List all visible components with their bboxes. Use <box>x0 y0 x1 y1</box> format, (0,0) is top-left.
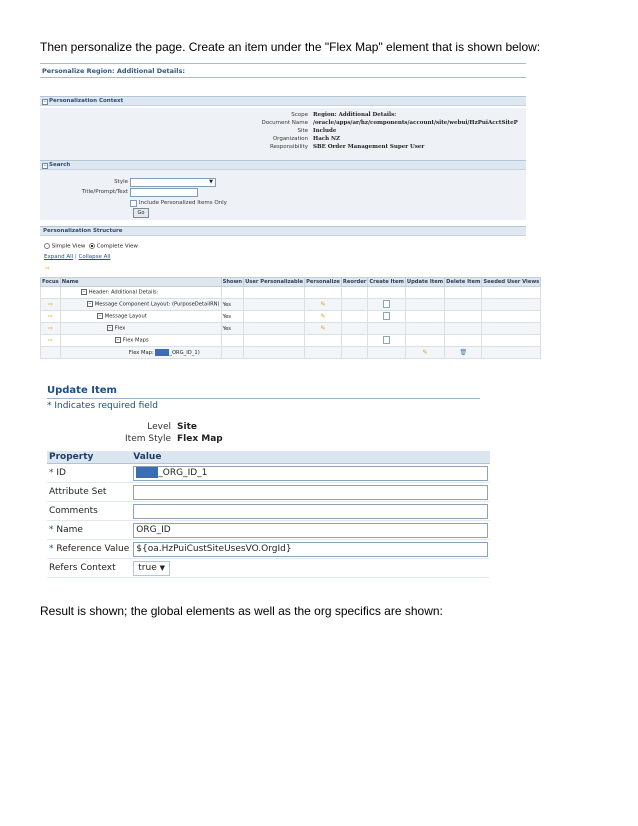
collapse-icon[interactable]: − <box>116 337 120 343</box>
collapse-icon[interactable]: − <box>82 289 86 295</box>
table-header-row <box>47 451 490 464</box>
expand-collapse-links: Expand All | Collapse All <box>44 254 111 260</box>
create-item-icon[interactable] <box>383 312 390 320</box>
attribute-set-label: Attribute Set <box>47 483 131 502</box>
view-options <box>44 243 138 250</box>
table-row: * Reference Value ${oa.HzPuiCustSiteUsesVO.OrgId} <box>47 540 490 559</box>
row-shown: Yes <box>221 299 243 311</box>
title-divider <box>40 77 526 78</box>
title-divider <box>47 398 480 399</box>
expand-all-link[interactable]: Expand All <box>44 254 74 260</box>
context-section-header[interactable] <box>40 96 526 106</box>
style-select[interactable] <box>130 178 216 187</box>
redacted-block <box>155 349 169 356</box>
table-row <box>47 483 490 502</box>
comments-field[interactable] <box>133 504 488 519</box>
search-header-label: Search <box>49 162 71 168</box>
create-item-icon[interactable] <box>383 336 390 344</box>
context-row: Document Name /oracle/apps/ar/hz/components/account/site/webui/HzPuiAcctSiteP <box>261 120 518 126</box>
context-header-label: Personalization Context <box>49 98 124 104</box>
required-note: * Indicates required field <box>47 401 159 411</box>
search-panel <box>40 170 526 220</box>
focus-arrow-icon[interactable]: ⇨ <box>45 265 51 272</box>
id-label: ID <box>56 468 66 478</box>
table-row <box>41 335 541 347</box>
row-name: Message Layout <box>104 313 147 320</box>
col-reorder: Reorder <box>342 279 367 285</box>
personalize-region-screenshot <box>40 63 540 363</box>
update-item-screenshot <box>39 381 486 577</box>
refers-context-label: Refers Context <box>47 559 131 578</box>
top-divider <box>40 63 526 64</box>
comments-label: Comments <box>47 502 131 521</box>
table-row <box>41 299 541 311</box>
context-row: Scope Region: Additional Details: <box>291 112 397 118</box>
include-personalized-checkbox[interactable] <box>130 200 137 207</box>
title-prompt-input[interactable] <box>130 188 198 197</box>
table-row <box>41 287 541 299</box>
context-row: Organization Hach NZ <box>272 136 341 142</box>
personalize-pencil-icon[interactable]: ✎ <box>320 313 326 320</box>
update-pencil-icon[interactable]: ✎ <box>422 349 428 356</box>
col-property: Property <box>47 451 131 464</box>
focus-arrow-icon[interactable]: ⇨ <box>47 337 53 344</box>
dropdown-arrow-icon: ▼ <box>209 179 213 185</box>
name-label: Name <box>56 525 83 535</box>
level-label: Level <box>147 422 171 432</box>
row-name: Header: Additional Details: <box>88 289 159 296</box>
collapse-icon[interactable]: − <box>43 163 47 168</box>
table-header-row <box>41 278 541 287</box>
redacted-block <box>136 467 158 478</box>
col-focus: Focus <box>42 279 59 285</box>
col-update-item: Update Item <box>406 279 444 285</box>
personalize-pencil-icon[interactable]: ✎ <box>320 301 326 308</box>
focus-arrow-icon[interactable]: ⇨ <box>47 301 53 308</box>
structure-header-label: Personalization Structure <box>43 228 123 234</box>
simple-view-radio[interactable] <box>44 243 50 249</box>
row-shown: Yes <box>221 311 243 323</box>
table-row <box>47 559 490 578</box>
dropdown-arrow-icon: ▼ <box>159 563 166 572</box>
row-name: Flex <box>114 325 126 332</box>
row-name: Flex Map: <box>128 350 154 356</box>
col-create-item: Create Item <box>369 279 404 285</box>
col-delete-item: Delete Item <box>446 279 481 285</box>
search-section-header[interactable] <box>40 160 526 170</box>
row-name-suffix: _ORG_ID_1) <box>169 350 200 356</box>
refers-context-select[interactable]: true ▼ <box>133 561 170 576</box>
collapse-all-link[interactable]: Collapse All <box>78 254 111 260</box>
simple-view-label: Simple View <box>51 243 86 250</box>
row-shown: Yes <box>221 323 243 335</box>
reference-value-label: Reference Value <box>56 544 130 554</box>
update-item-title: Update Item <box>47 385 117 396</box>
id-field[interactable]: _ORG_ID_1 <box>133 466 488 481</box>
context-row: Site Include <box>297 128 337 134</box>
go-button[interactable]: Go <box>133 208 149 218</box>
style-label: Style <box>114 179 128 185</box>
focus-arrow-icon[interactable]: ⇨ <box>47 313 53 320</box>
intro-text: Then personalize the page. Create an item under the "Flex Map" element that is shown below: <box>40 40 541 54</box>
table-row: * ID _ORG_ID_1 <box>47 464 490 483</box>
table-row <box>41 311 541 323</box>
collapse-icon[interactable]: − <box>43 99 47 104</box>
complete-view-label: Complete View <box>96 243 138 250</box>
col-name: Name <box>60 278 221 287</box>
personalize-pencil-icon[interactable]: ✎ <box>320 325 326 332</box>
col-user-personalizable: User Personalizable <box>245 279 304 285</box>
name-field[interactable]: ORG_ID <box>133 523 488 538</box>
col-value: Value <box>131 451 490 464</box>
level-value: Site <box>177 422 197 432</box>
collapse-icon[interactable]: − <box>88 301 92 307</box>
col-personalize: Personalize <box>306 279 340 285</box>
result-text: Result is shown; the global elements as well as the org specifics are shown: <box>40 604 443 618</box>
col-seeded-user-views: Seeded User Views <box>483 279 540 285</box>
title-prompt-label: Title/Prompt/Text <box>81 189 128 195</box>
delete-trash-icon[interactable]: 🗑 <box>459 349 468 356</box>
item-style-label: Item Style <box>125 434 171 444</box>
row-name: Message Component Layout: (PurposeDetailRN) <box>94 301 220 308</box>
region-title: Personalize Region: Additional Details: <box>42 67 185 75</box>
property-table <box>47 451 490 578</box>
focus-arrow-icon[interactable]: ⇨ <box>47 325 53 332</box>
include-personalized-label: Include Personalized Items Only <box>139 200 227 206</box>
item-style-value: Flex Map <box>177 434 223 444</box>
complete-view-radio[interactable] <box>89 243 95 249</box>
reference-value-field[interactable]: ${oa.HzPuiCustSiteUsesVO.OrgId} <box>133 542 488 557</box>
row-name: Flex Maps <box>122 337 149 344</box>
create-item-icon[interactable] <box>383 300 390 308</box>
personalization-structure-table <box>40 277 541 359</box>
collapse-icon[interactable]: − <box>98 313 102 319</box>
table-row <box>47 502 490 521</box>
context-row: Responsibility SBE Order Management Super User <box>269 144 425 150</box>
table-row <box>41 347 541 359</box>
col-shown: Shown <box>222 279 243 285</box>
table-row <box>41 323 541 335</box>
table-row: * Name ORG_ID <box>47 521 490 540</box>
structure-section-header <box>40 226 526 236</box>
collapse-icon[interactable]: − <box>108 325 112 331</box>
attribute-set-field[interactable] <box>133 485 488 500</box>
